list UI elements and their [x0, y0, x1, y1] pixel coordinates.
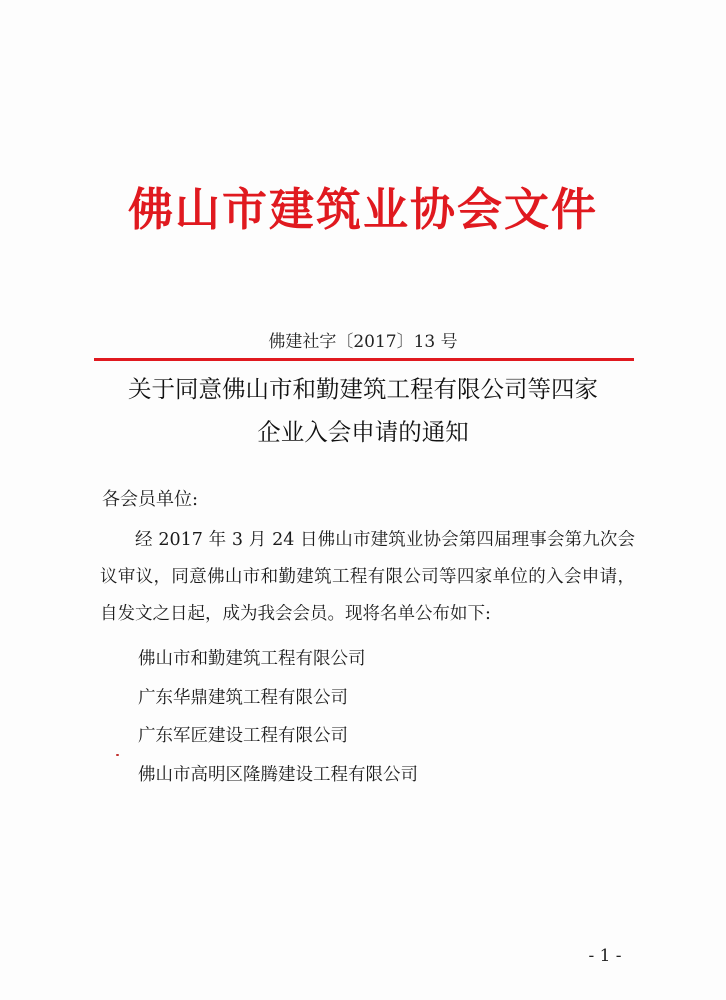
salutation: 各会员单位: — [102, 489, 199, 510]
scan-speck — [116, 754, 119, 756]
page-number: - 1 - — [588, 946, 622, 966]
company-list-item: 佛山市和勤建筑工程有限公司 — [138, 649, 366, 669]
document-number: 佛建社字〔2017〕13 号 — [268, 332, 458, 352]
notice-title-line-2: 企业入会申请的通知 — [257, 418, 469, 446]
masthead-title: 佛山市建筑业协会文件 — [127, 183, 598, 236]
notice-title — [60, 368, 666, 454]
red-separator-line — [94, 358, 634, 361]
company-list — [138, 640, 418, 794]
company-list-item: 佛山市高明区隆腾建设工程有限公司 — [138, 764, 418, 785]
company-list-item: 广东华鼎建筑工程有限公司 — [138, 687, 348, 708]
company-list-item: 广东军匠建设工程有限公司 — [138, 726, 348, 746]
notice-title-line-1: 关于同意佛山市和勤建筑工程有限公司等四家 — [128, 375, 598, 403]
body-paragraph: 经 2017 年 3 月 24 日佛山市建筑业协会第四届理事会第九次会议审议，同意佛山市和勤建筑工程有限公司等四家单位的入会申请，自发文之日起，成为我会会员。现将名单公布如下: — [100, 530, 635, 624]
